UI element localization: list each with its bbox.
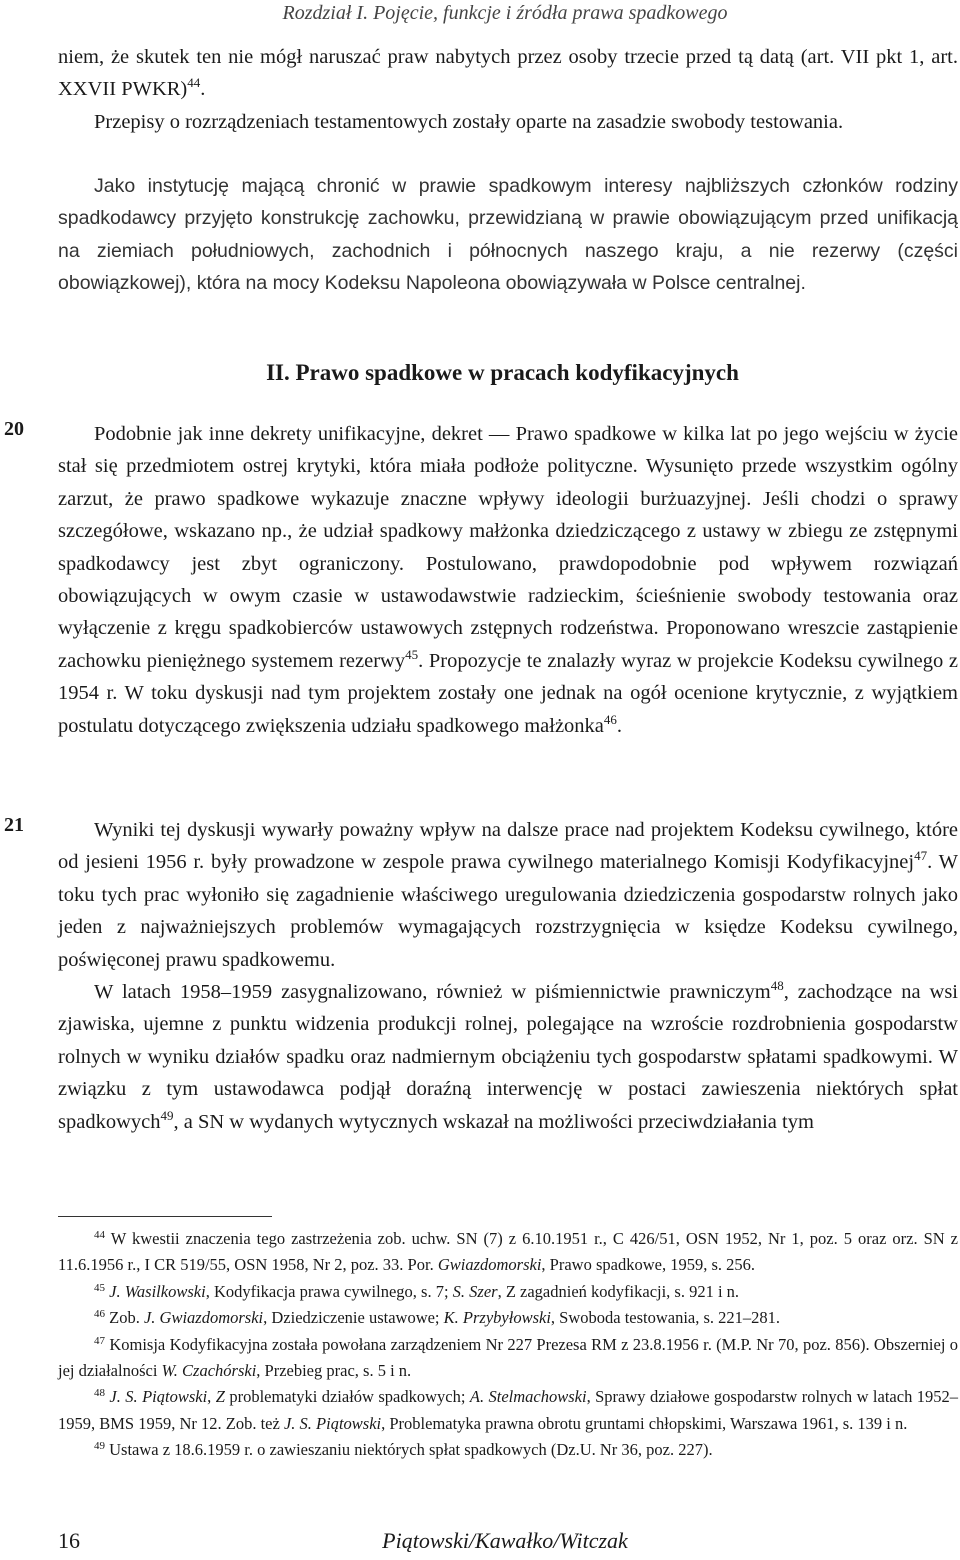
footnote-text: , Swoboda testowania, s. 221–281. — [550, 1308, 781, 1328]
footnote-46 — [58, 1305, 958, 1331]
footnote-author: S. Szer — [452, 1281, 498, 1301]
footer-authors: Piątowski/Kawałko/Witczak — [382, 1528, 628, 1553]
footnote-text: W kwestii znaczenia tego zastrzeżenia zob. uchw. SN (7) z 6.10.1951 r., C 426/51, OSN 1952, Nr 1, poz. 5 oraz orz. SN z 11.6.1956 r., I CR 519/55, OSN 1958, Nr 2, poz. 33. Por. — [58, 1229, 958, 1275]
footnote-author: J. Wasilkowski — [109, 1281, 206, 1301]
footnote-number: 49 — [94, 1440, 105, 1453]
footnote-author: W. Czachórski — [161, 1361, 257, 1381]
footnote-author: J. S. Piątowski — [283, 1413, 382, 1433]
footnote-author: J. S. Piątowski — [109, 1387, 208, 1407]
paragraph-intro-3: Jako instytucję mającą chronić w prawie spadkowym interesy najbliższych członków rodziny spadkodawcy przyjęto konstrukcję zachowku, przewidzianą w prawie obowiązującym przed unifikacją na ziemiach południowych, zachodnich i północnych naszego kraju, a nie rezerwy (części obowiązkowej), która na mocy Kodeksu Napoleona obowiązywała w Polsce centralnej. — [58, 175, 958, 295]
footnote-49 — [58, 1437, 958, 1463]
paragraph-21-block — [58, 814, 958, 1138]
paragraph-intro-1 — [58, 41, 958, 106]
intro-sans-text — [58, 170, 958, 300]
footnote-ref-47[interactable]: 47 — [914, 848, 928, 864]
section-heading: II. Prawo spadkowe w pracach kodyfikacyjnych — [266, 360, 739, 385]
margin-number-20: 20 — [4, 418, 24, 440]
paragraph-21b — [58, 976, 958, 1138]
footnote-ref-44[interactable]: 44 — [187, 75, 201, 91]
running-header: Rozdział I. Pojęcie, funkcje i źródła prawa spadkowego — [282, 2, 728, 24]
footnote-author: J. Gwiazdomorski — [143, 1308, 264, 1328]
paragraph-text: . — [200, 78, 206, 101]
footnote-author: Z — [215, 1387, 225, 1407]
footnote-44 — [58, 1226, 958, 1279]
footnote-text: , — [207, 1387, 216, 1407]
footnote-text: , Przebieg prac, s. 5 i n. — [256, 1361, 412, 1381]
paragraph-20-block — [58, 418, 958, 742]
paragraph-text: . W toku tych prac wyłoniło się zagadnienie właściwego uregulowania dziedziczenia gospodarstw rolnych jako jeden z najważniejszych problemów wymagających rozstrzygnięcia w księdze Kodeksu cywilnego, poświęconej prawu spadkowemu. — [58, 851, 958, 971]
footnote-ref-45[interactable]: 45 — [405, 646, 419, 662]
footnote-author: K. Przybyłowski — [443, 1308, 551, 1328]
footnote-text: Ustawa z 18.6.1959 r. o zawieszaniu niektórych spłat spadkowych (Dz.U. Nr 36, poz. 227). — [105, 1440, 713, 1460]
footnote-number: 44 — [94, 1229, 105, 1241]
footnote-number: 46 — [94, 1308, 105, 1321]
footnote-text: problematyki działów spadkowych; — [224, 1387, 470, 1407]
footnote-author: Gwiazdomorski — [437, 1255, 542, 1275]
footnote-number: 45 — [94, 1281, 105, 1294]
footnote-text: , Prawo spadkowe, 1959, s. 256. — [541, 1255, 755, 1275]
paragraph-text: . — [616, 714, 623, 737]
paragraph-text: , zachodzące na wsi zjawiska, ujemne z punktu widzenia produkcji rolnej, polegające na wzroście rozdrobnienia gospodarstw rolnych w wyniku działów spadku oraz nadmiernym obciążeniu tych gospodarstw spłatami spadkowymi. W związku z tym ustawodawca podjął doraźną interwencję w postaci zawieszenia niektórych spłat spadkowych — [58, 981, 959, 1133]
footnote-ref-46[interactable]: 46 — [603, 711, 617, 727]
footnote-text: Komisja Kodyfikacyjna została powołana zarządzeniem Nr 227 Prezesa RM z 23.8.1956 r. (M.P. Nr 70, poz. 856). Obszerniej o jej działalności — [58, 1334, 958, 1381]
footnote-author: A. Stelmachowski — [469, 1387, 587, 1407]
paragraph-20 — [58, 418, 958, 742]
footnote-text: , Z zagadnień kodyfikacji, s. 921 i n. — [497, 1281, 740, 1301]
footnotes — [58, 1226, 958, 1464]
paragraph-text: niem, że skutek ten nie mógł naruszać praw nabytych przez osoby trzecie przed tą datą (art. VII pkt 1, art. XXVII PWKR) — [58, 46, 958, 101]
footnote-text: , Sprawy działowe gospodarstw rolnych w latach 1952–1959, BMS 1959, Nr 12. Zob. też — [58, 1387, 958, 1433]
intro-serif-text — [58, 41, 958, 138]
footnote-text: , Problematyka prawna obrotu gruntami chłopskimi, Warszawa 1961, s. 139 i n. — [381, 1413, 908, 1433]
paragraph-intro-2: Przepisy o rozrządzeniach testamentowych zostały oparte na zasadzie swobody testowania. — [94, 110, 844, 133]
footnote-number: 48 — [94, 1387, 105, 1400]
page-number: 16 — [58, 1528, 80, 1553]
paragraph-text: W latach 1958–1959 zasygnalizowano, również w piśmiennictwie prawniczym — [94, 981, 771, 1004]
footnote-45 — [58, 1279, 958, 1305]
footnote-48 — [58, 1384, 958, 1437]
footnote-divider — [58, 1216, 272, 1217]
paragraph-text: Wyniki tej dyskusji wywarły poważny wpływ na dalsze prace nad projektem Kodeksu cywilnego, które od jesieni 1956 r. były prowadzone w zespole prawa cywilnego materialnego Komisji Kodyfikacyjnej — [58, 819, 958, 874]
footnote-47 — [58, 1332, 958, 1385]
page-footer — [0, 1528, 960, 1558]
footnote-ref-48[interactable]: 48 — [770, 978, 784, 994]
footnote-text: , Kodyfikacja prawa cywilnego, s. 7; — [205, 1281, 453, 1301]
footnote-number: 47 — [94, 1334, 105, 1347]
paragraph-text: Podobnie jak inne dekrety unifikacyjne, dekret — Prawo spadkowe w kilka lat po jego wejściu w życie stał się przedmiotem ostrej krytyki, która miała podłoże polityczne. Wysunięto przede wszystkim ogólny zarzut, że prawo spadkowe wykazuje znaczne wpływy ideologii burżuazyjnej. Jeśli chodzi o sprawy szczegółowe, wskazano np., że udział spadkowy małżonka dziedziczącego z ustawy w zbiegu ze zstępnymi spadkodawcy jest zbyt ograniczony. Postulowano, prawdopodobnie pod wpływem rozwiązań obowiązujących w owym czasie w ustawodawstwie radzieckim, ścieśnienie swobody testowania oraz wyłączenie z kręgu spadkobierców ustawowych zstępnych rodzeństwa. Proponowano wreszcie zastąpienie zachowku pieniężnego systemem rezerwy — [58, 423, 958, 672]
footnote-text: , Dziedziczenie ustawowe; — [263, 1308, 444, 1328]
paragraph-text: . Propozycje te znalazły wyraz w projekcie Kodeksu cywilnego z 1954 r. W toku dyskusji nad tym projektem zostały one jednak na ogół ocenione krytycznie, z wyjątkiem postulatu dotyczącego zwiększenia udziału spadkowego małżonka — [58, 649, 958, 737]
paragraph-21 — [58, 814, 958, 976]
footnote-ref-49[interactable]: 49 — [160, 1107, 174, 1123]
margin-number-21: 21 — [4, 814, 24, 836]
footnote-text: Zob. — [105, 1308, 144, 1328]
paragraph-text: , a SN w wydanych wytycznych wskazał na możliwości przeciwdziałania tym — [173, 1110, 814, 1133]
